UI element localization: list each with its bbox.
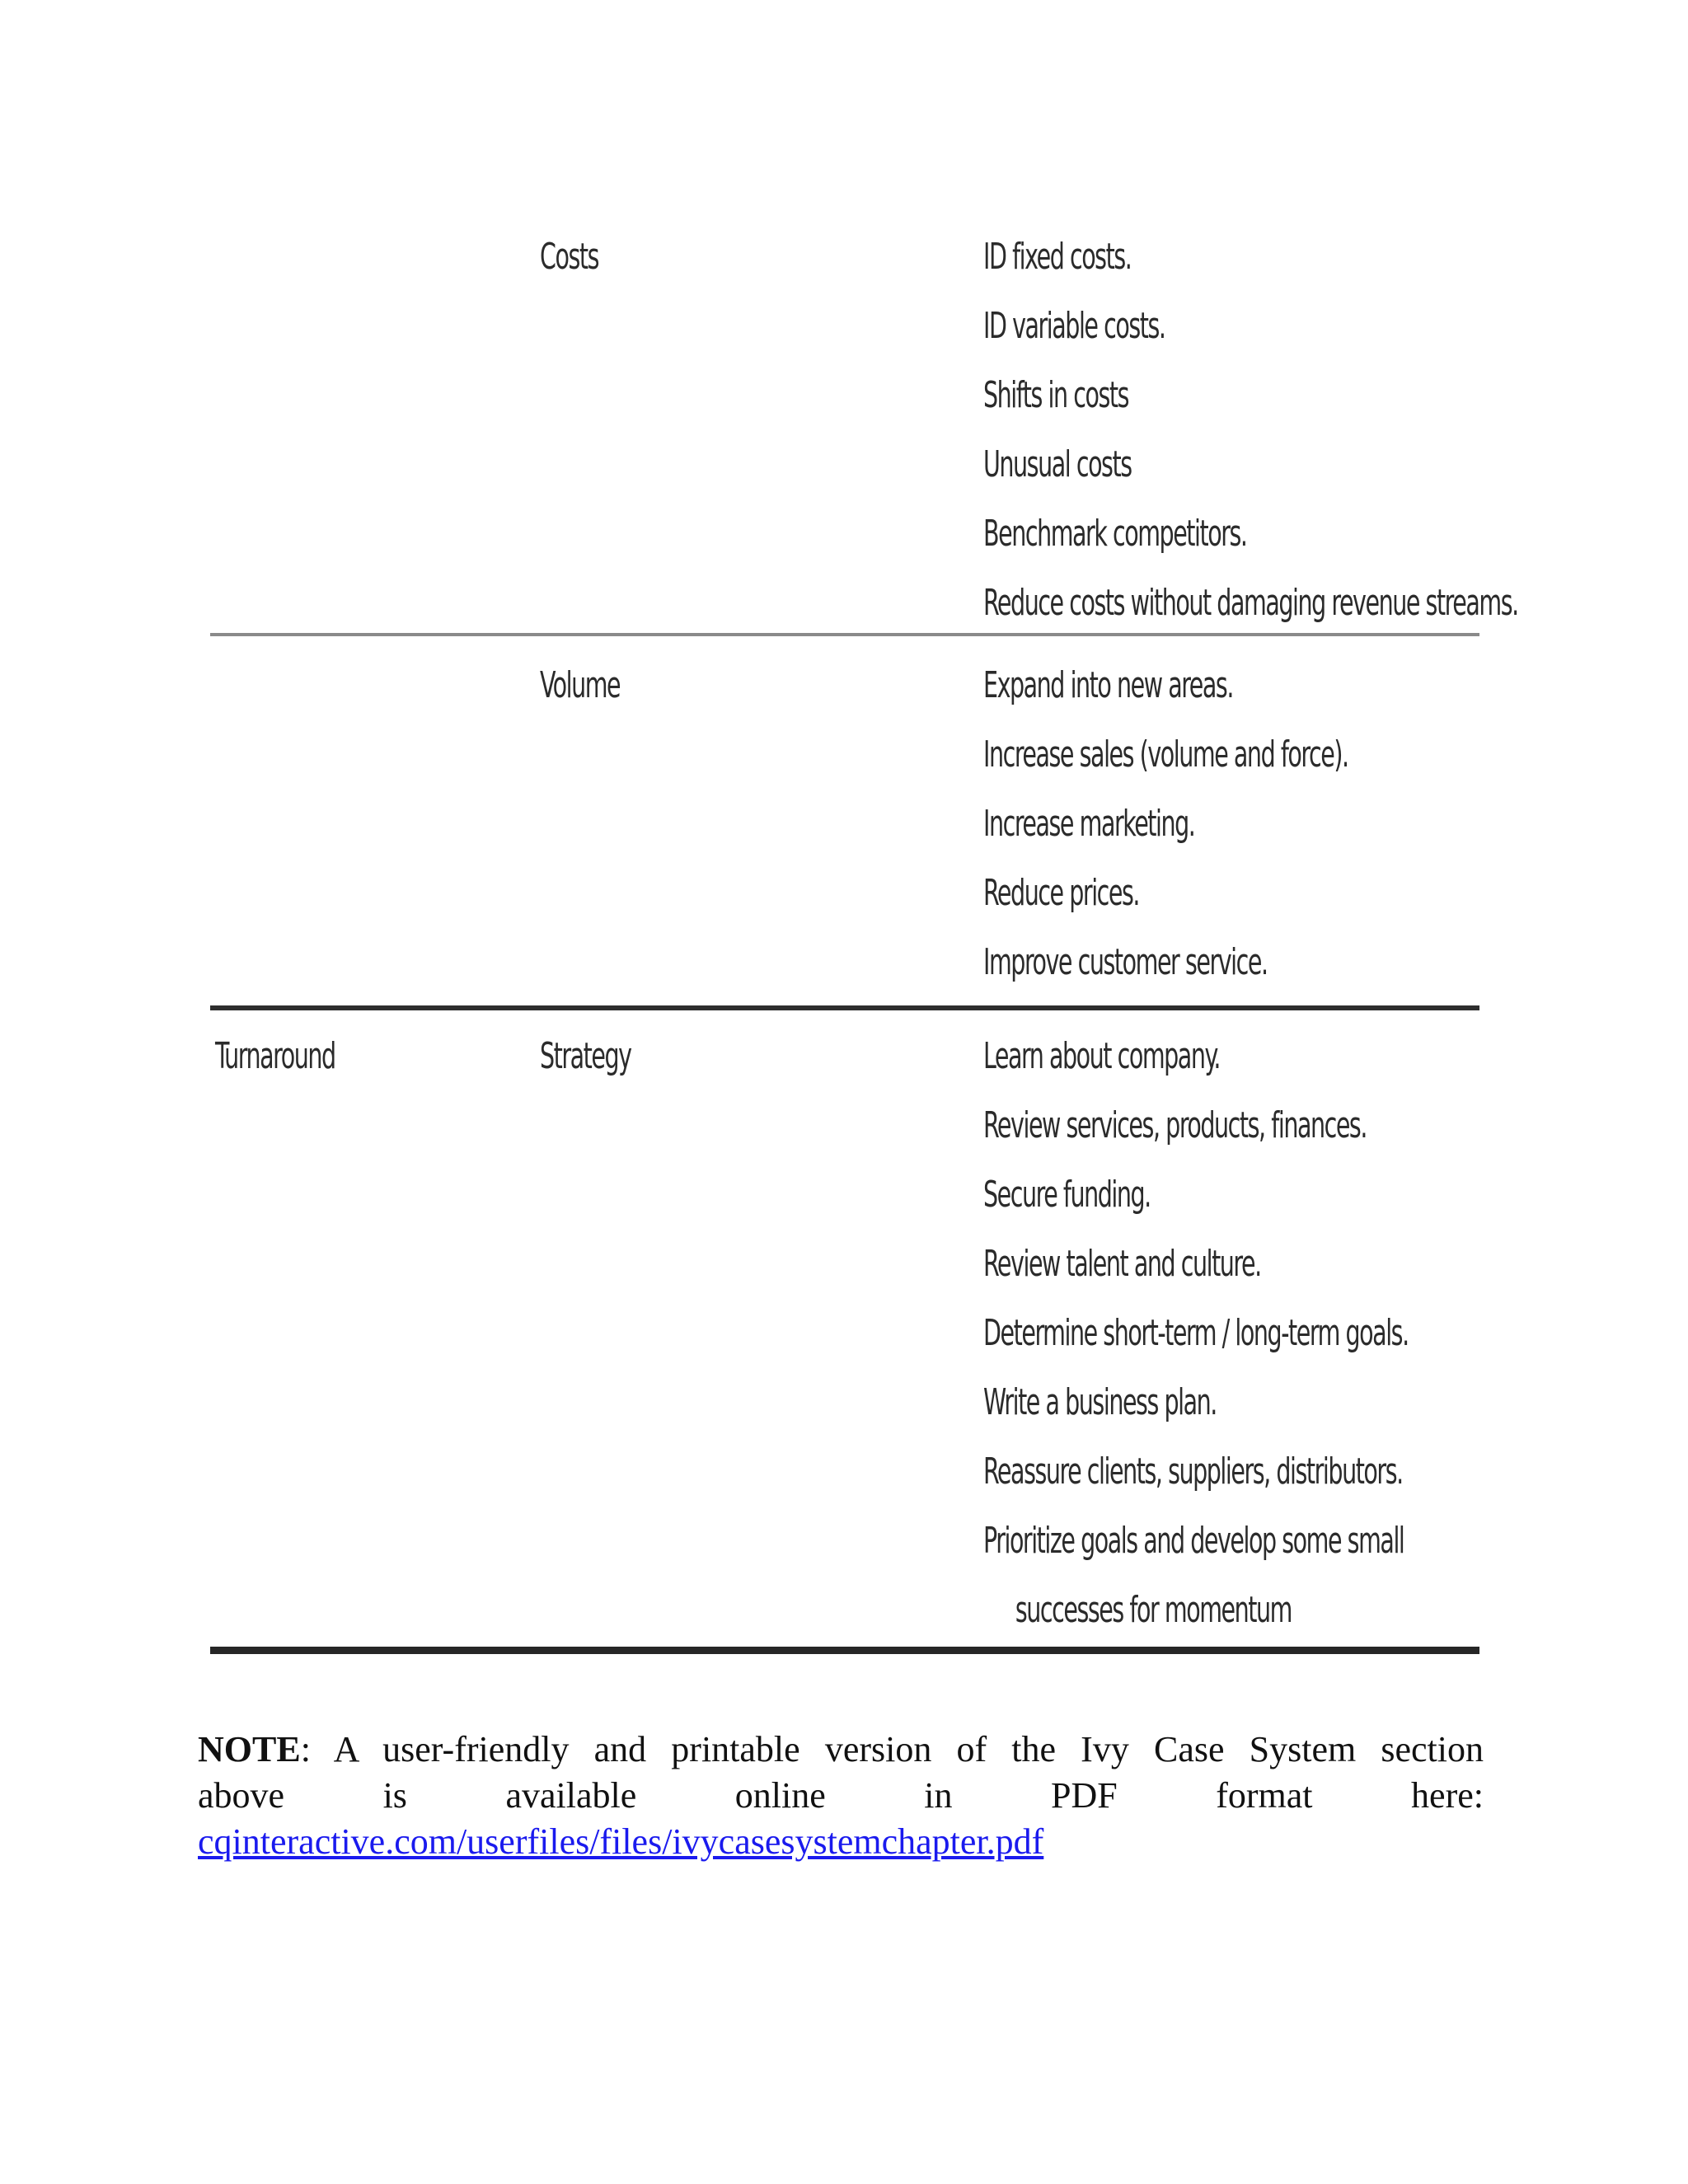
list-item: Increase marketing. <box>983 803 1195 845</box>
list-item: Unusual costs <box>983 443 1132 485</box>
items-cell <box>983 1022 1573 1645</box>
list-item: ID fixed costs. <box>983 236 1132 278</box>
list-item: Improve customer service. <box>983 941 1268 983</box>
list-item: Reduce prices. <box>983 872 1140 914</box>
list-item: Reduce costs without damaging revenue streams. <box>983 582 1518 624</box>
list-item: Benchmark competitors. <box>983 513 1247 555</box>
items-cell <box>983 223 1688 638</box>
topic-cell <box>540 651 651 720</box>
list-item: Determine short-term / long-term goals. <box>983 1312 1409 1354</box>
list-item: Secure funding. <box>983 1174 1151 1216</box>
item-list <box>983 1022 1573 1645</box>
list-item: Increase sales (volume and force). <box>983 733 1348 776</box>
item-list <box>983 223 1688 638</box>
note-line-1 <box>198 1727 1484 1773</box>
topic-cell <box>540 1022 667 1091</box>
table-row-turnaround <box>210 1005 1479 1657</box>
item-list <box>983 651 1490 997</box>
category-label: Turnaround <box>215 1035 335 1077</box>
note-label: NOTE <box>198 1729 301 1769</box>
list-item: Learn about company. <box>983 1035 1220 1077</box>
table-bottom-rule <box>210 1647 1479 1654</box>
topic-cell <box>540 223 621 292</box>
table-row-volume <box>210 635 1479 1005</box>
items-cell <box>983 651 1490 997</box>
list-item: Expand into new areas. <box>983 664 1233 706</box>
note-text-1: : A user-friendly and printable version of the Ivy Case System section <box>300 1729 1484 1769</box>
list-item: Review services, products, finances. <box>983 1104 1367 1146</box>
table-row-costs <box>210 223 1518 635</box>
list-item: Write a business plan. <box>983 1381 1217 1423</box>
list-item: successes for momentum <box>1015 1589 1292 1631</box>
topic-label: Volume <box>540 664 621 706</box>
list-item: ID variable costs. <box>983 305 1165 347</box>
category-cell <box>215 1022 382 1091</box>
list-item: Reassure clients, suppliers, distributors. <box>983 1451 1403 1493</box>
topic-label: Strategy <box>540 1035 631 1077</box>
topic-label: Costs <box>540 236 599 278</box>
list-item: Shifts in costs <box>983 374 1129 416</box>
note-text-2: above is available online in PDF format here: <box>198 1775 1484 1816</box>
pdf-link[interactable]: cqinteractive.com/userfiles/files/ivycasesystemchapter.pdf <box>198 1821 1044 1862</box>
framework-table <box>210 223 1518 1657</box>
list-item: Review talent and culture. <box>983 1243 1261 1285</box>
note-paragraph <box>198 1727 1484 1865</box>
list-item: Prioritize goals and develop some small <box>983 1520 1404 1562</box>
